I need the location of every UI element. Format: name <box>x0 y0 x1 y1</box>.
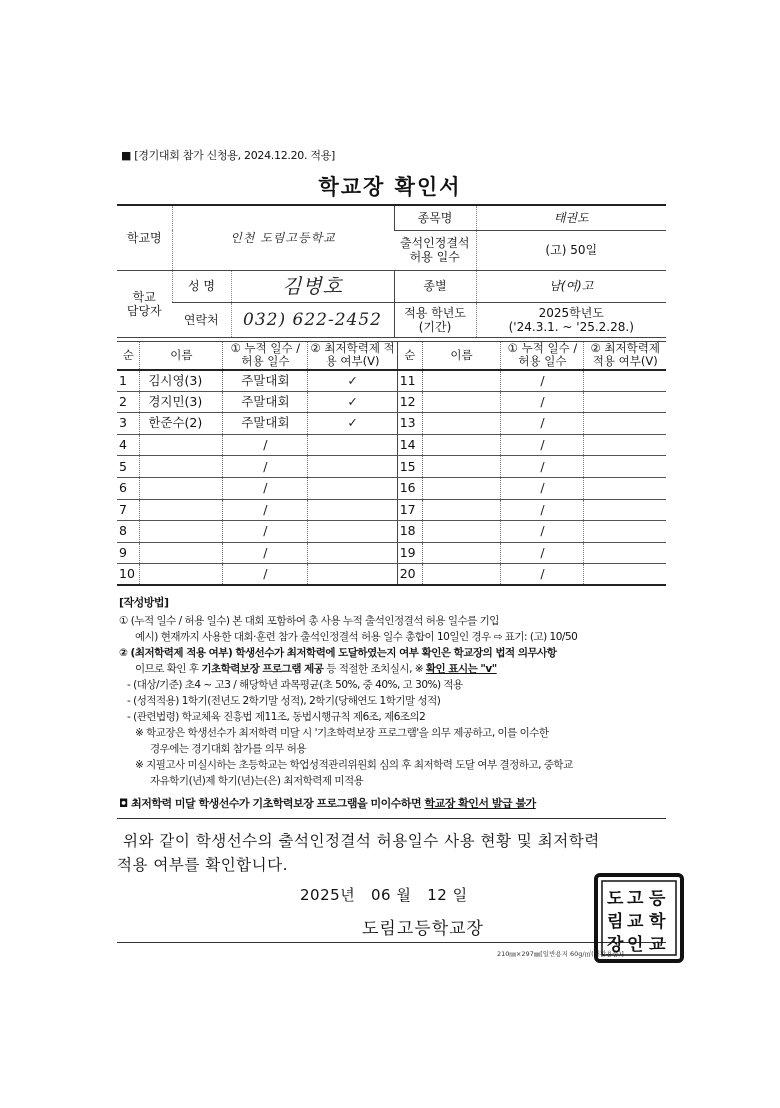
min-cell-left <box>308 564 397 586</box>
min-cell-left <box>308 456 397 478</box>
days-cell-right: / <box>501 499 584 521</box>
instruction-line-4a: 이므로 확인 후 <box>135 663 202 675</box>
min-cell-right <box>584 434 666 456</box>
min-cell-left <box>308 521 397 543</box>
min-cell-right <box>584 456 666 478</box>
svg-text:장: 장 <box>607 935 624 955</box>
row-no-left: 10 <box>117 564 140 586</box>
allowed-days-label: 출석인정결석 허용 일수 <box>394 230 476 270</box>
days-cell-right: / <box>501 564 584 586</box>
days-cell-left: / <box>223 564 308 586</box>
contact-label: 연락처 <box>172 302 231 337</box>
student-name-right <box>422 564 501 586</box>
table-row <box>117 542 666 564</box>
instructions-heading: [작성방법] <box>119 596 169 609</box>
row-no-left: 3 <box>117 413 140 435</box>
min-cell-right <box>584 477 666 499</box>
row-no-right: 16 <box>397 477 422 499</box>
type-value: 남(여)고 <box>476 270 666 302</box>
min-cell-left <box>308 499 397 521</box>
instruction-line-10: ※ 지필고사 미실시하는 초등학교는 학업성적관리위원회 심의 후 최저학력 도달 여부 결정하고, 중학교 <box>135 759 573 771</box>
year-value-line2: ('24.3.1. ~ '25.2.28.) <box>508 319 634 334</box>
instruction-line-9: 경우에는 경기대회 참가를 의무 허용 <box>150 743 306 755</box>
min-cell-left: ✓ <box>308 413 397 435</box>
instruction-line-12 <box>119 796 679 811</box>
row-no-right: 13 <box>397 413 422 435</box>
min-cell-right <box>584 413 666 435</box>
days-cell-right: / <box>501 477 584 499</box>
days-cell-left: / <box>223 499 308 521</box>
date-day: 12 <box>427 886 448 904</box>
event-value: 태권도 <box>476 205 666 230</box>
student-name-right <box>422 521 501 543</box>
header-no-left: 순 <box>117 342 140 370</box>
table-row <box>117 499 666 521</box>
manager-name-label: 성 명 <box>172 270 231 302</box>
table-row <box>117 564 666 586</box>
year-label: 적용 학년도 (기간) <box>394 302 476 337</box>
row-no-left: 5 <box>117 456 140 478</box>
date-month: 06 <box>371 886 392 904</box>
student-name-left <box>140 477 223 499</box>
date-year-unit: 년 <box>340 886 356 904</box>
student-name-left: 경지민(3) <box>140 391 223 413</box>
year-value <box>476 302 666 337</box>
student-name-right <box>422 413 501 435</box>
date-year: 2025 <box>300 886 341 904</box>
header-min-left: ② 최저학력제 적용 여부(V) <box>308 342 397 370</box>
divider-top <box>117 818 666 819</box>
instruction-line-7: - (관련법령) 학교체육 진흥법 제11조, 동법시행규칙 제6조, 제6조의2 <box>127 711 426 723</box>
instruction-line-2: 예시) 현재까지 사용한 대회·훈련 참가 출석인정결석 허용 일수 총합이 10일인 경우 ⇨ 표기: (고) 10/50 <box>135 631 578 643</box>
days-cell-right: / <box>501 434 584 456</box>
svg-text:교: 교 <box>627 912 644 932</box>
row-no-left: 4 <box>117 434 140 456</box>
instruction-line-4b: 기초학력보장 프로그램 제공 <box>201 663 324 675</box>
principal-name: 도림고등학교장 <box>362 919 484 939</box>
paper-spec-note: 210㎜×297㎜[일반용지 60g/㎡(재활용품)] <box>497 950 624 958</box>
instruction-line-8: ※ 학교장은 학생선수가 최저학력 미달 시 '기초학력보장 프로그램'을 의무 제공하고, 이를 이수한 <box>135 727 549 739</box>
page-title: 학교장 확인서 <box>318 175 462 199</box>
student-name-right <box>422 391 501 413</box>
student-name-right <box>422 370 501 392</box>
school-name-value: 인천 도림고등학교 <box>172 205 394 270</box>
student-name-left <box>140 499 223 521</box>
seal-icon <box>593 872 685 964</box>
contact-value: 032) 622-2452 <box>231 302 394 337</box>
instruction-line-12b: 학교장 확인서 발급 불가 <box>424 797 536 810</box>
days-cell-right: / <box>501 542 584 564</box>
days-cell-left: / <box>223 434 308 456</box>
row-no-right: 15 <box>397 456 422 478</box>
instruction-line-1: ① (누적 일수 / 허용 일수) 본 대회 포함하여 총 사용 누적 출석인정결석 허용 일수를 기입 <box>119 615 499 627</box>
table-row <box>117 370 666 392</box>
min-cell-right <box>584 499 666 521</box>
table-row <box>117 477 666 499</box>
instruction-line-3: ② (최저학력제 적용 여부) 학생선수가 최저학력에 도달하였는지 여부 확인은 학교장의 법적 의무사항 <box>119 647 557 659</box>
student-name-right <box>422 477 501 499</box>
row-no-right: 18 <box>397 521 422 543</box>
student-name-right <box>422 434 501 456</box>
confirmation-text <box>117 829 677 877</box>
svg-text:인: 인 <box>627 935 644 955</box>
confirmation-line-2: 적용 여부를 확인합니다. <box>117 856 289 874</box>
svg-text:등: 등 <box>649 889 666 909</box>
student-name-right <box>422 456 501 478</box>
header-days-right: ① 누적 일수 / 허용 일수 <box>501 342 584 370</box>
table-row <box>117 521 666 543</box>
row-no-right: 14 <box>397 434 422 456</box>
divider-bottom <box>117 942 666 943</box>
row-no-right: 17 <box>397 499 422 521</box>
school-seal-stamp <box>593 872 685 964</box>
min-cell-left <box>308 434 397 456</box>
header-no-right: 순 <box>397 342 422 370</box>
min-cell-right <box>584 521 666 543</box>
instruction-line-11: 자유학기(년)제 학기(년)는(은) 최저학력제 미적용 <box>150 775 364 787</box>
date-month-unit: 월 <box>396 886 412 904</box>
days-cell-right: / <box>501 413 584 435</box>
min-cell-left: ✓ <box>308 391 397 413</box>
date-day-unit: 일 <box>452 886 468 904</box>
row-no-left: 2 <box>117 391 140 413</box>
min-cell-right <box>584 370 666 392</box>
min-cell-right <box>584 564 666 586</box>
row-no-right: 19 <box>397 542 422 564</box>
row-no-right: 11 <box>397 370 422 392</box>
student-name-left: 김시영(3) <box>140 370 223 392</box>
table-row <box>117 413 666 435</box>
row-no-left: 6 <box>117 477 140 499</box>
row-no-left: 8 <box>117 521 140 543</box>
row-no-right: 12 <box>397 391 422 413</box>
type-label: 종별 <box>394 270 476 302</box>
student-name-left <box>140 434 223 456</box>
header-days-left: ① 누적 일수 / 허용 일수 <box>223 342 308 370</box>
days-cell-right: / <box>501 391 584 413</box>
allowed-days-value: (고) 50일 <box>476 230 666 270</box>
confirmation-line-1: 위와 같이 학생선수의 출석인정결석 허용일수 사용 현황 및 최저학력 <box>123 832 600 850</box>
min-cell-left <box>308 542 397 564</box>
row-no-right: 20 <box>397 564 422 586</box>
students-table <box>117 341 666 586</box>
date <box>300 884 468 905</box>
header-min-right: ② 최저학력제 적용 여부(V) <box>584 342 666 370</box>
instruction-line-5: - (대상/기준) 초4 ~ 고3 / 해당학년 과목평균(초 50%, 중 40%, 고 30%) 적용 <box>127 679 463 691</box>
student-name-left <box>140 542 223 564</box>
days-cell-right: / <box>501 370 584 392</box>
days-cell-left: / <box>223 521 308 543</box>
student-name-right <box>422 542 501 564</box>
header-name-right: 이름 <box>422 342 501 370</box>
student-name-left: 한준수(2) <box>140 413 223 435</box>
days-cell-left: / <box>223 542 308 564</box>
row-no-left: 9 <box>117 542 140 564</box>
days-cell-left: / <box>223 477 308 499</box>
min-cell-left <box>308 477 397 499</box>
min-cell-right <box>584 391 666 413</box>
instruction-line-6: - (성적적용) 1학기(전년도 2학기말 성적), 2학기(당해연도 1학기말 성적) <box>127 695 441 707</box>
svg-text:고: 고 <box>627 889 644 909</box>
header-name-left: 이름 <box>140 342 223 370</box>
days-cell-right: / <box>501 521 584 543</box>
instruction-line-4 <box>135 662 695 677</box>
instruction-line-12a: ◘ 최저학력 미달 학생선수가 기초학력보장 프로그램을 미이수하면 <box>119 797 425 810</box>
instruction-line-4c: 등 적절한 조치실시, ※ <box>323 663 426 675</box>
instruction-line-4d: 확인 표시는 "v" <box>425 663 497 675</box>
school-info-table <box>117 204 666 338</box>
header-note: ■ [경기대회 참가 신청용, 2024.12.20. 적용] <box>121 149 336 162</box>
school-name-label: 학교명 <box>117 205 172 270</box>
row-no-left: 7 <box>117 499 140 521</box>
min-cell-right <box>584 542 666 564</box>
days-cell-right: / <box>501 456 584 478</box>
table-row <box>117 456 666 478</box>
days-cell-left: / <box>223 456 308 478</box>
year-value-line1: 2025학년도 <box>538 305 604 320</box>
table-row <box>117 391 666 413</box>
manager-label: 학교 담당자 <box>117 270 172 337</box>
row-no-left: 1 <box>117 370 140 392</box>
svg-text:학: 학 <box>649 912 666 932</box>
student-name-left <box>140 564 223 586</box>
table-row <box>117 434 666 456</box>
event-label: 종목명 <box>394 205 476 230</box>
days-cell-left: 주말대회 <box>223 370 308 392</box>
manager-name-signature: 김병호 <box>231 270 394 302</box>
student-name-left <box>140 521 223 543</box>
days-cell-left: 주말대회 <box>223 391 308 413</box>
min-cell-left: ✓ <box>308 370 397 392</box>
svg-text:림: 림 <box>607 912 624 932</box>
days-cell-left: 주말대회 <box>223 413 308 435</box>
svg-text:교: 교 <box>649 935 666 955</box>
student-name-left <box>140 456 223 478</box>
student-name-right <box>422 499 501 521</box>
svg-text:도: 도 <box>607 889 624 909</box>
